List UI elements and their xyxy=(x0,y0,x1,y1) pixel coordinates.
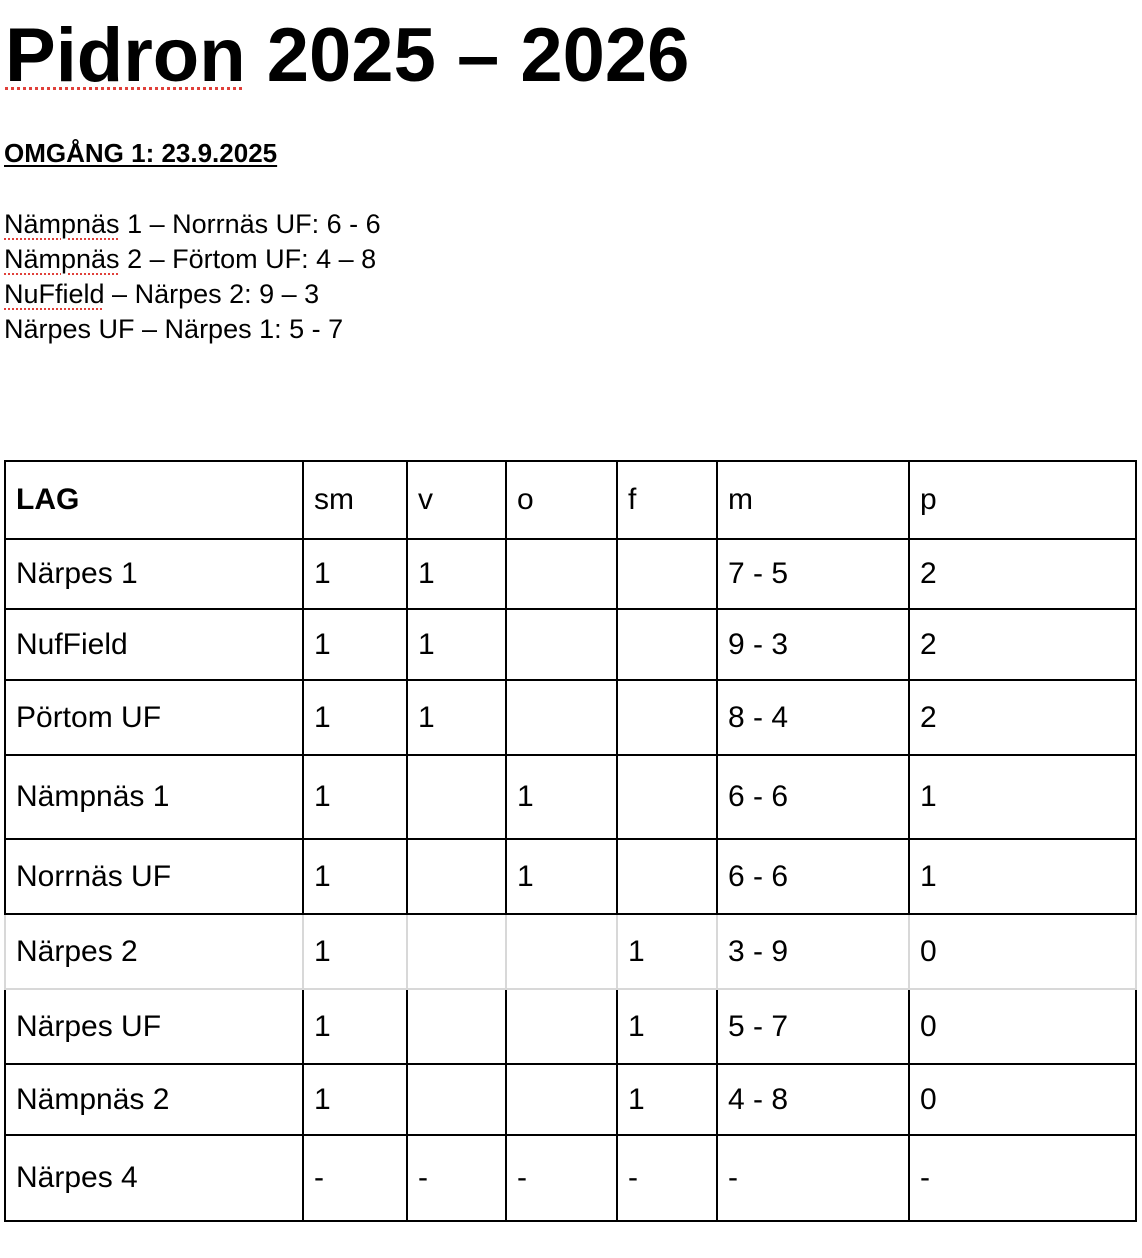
match-result xyxy=(4,242,381,277)
losses-cell xyxy=(617,680,717,755)
match-result-text: 2 – Förtom UF: 4 – 8 xyxy=(119,244,377,274)
match-result xyxy=(4,312,381,347)
draws-cell xyxy=(506,989,617,1064)
table-row xyxy=(5,914,1136,989)
table-row xyxy=(5,755,1136,839)
match-team-name: Nämpnäs xyxy=(4,209,120,239)
losses-cell xyxy=(617,839,717,914)
table-row xyxy=(5,989,1136,1064)
table-row xyxy=(5,680,1136,755)
team-cell: NufField xyxy=(5,609,303,680)
draws-cell xyxy=(506,1064,617,1135)
title-first-word: Pidron xyxy=(5,13,246,98)
played-cell: 1 xyxy=(303,1064,407,1135)
column-header-lag: LAG xyxy=(5,461,303,539)
column-header-m: m xyxy=(717,461,909,539)
draws-cell xyxy=(506,914,617,989)
column-header-sm: sm xyxy=(303,461,407,539)
losses-cell xyxy=(617,609,717,680)
wins-cell: 1 xyxy=(407,680,506,755)
losses-cell xyxy=(617,539,717,609)
team-cell: Nämpnäs 1 xyxy=(5,755,303,839)
title-season: 2025 – 2026 xyxy=(245,13,690,98)
points-cell: 2 xyxy=(909,609,1136,680)
match-results-list xyxy=(4,207,381,347)
points-cell: 1 xyxy=(909,755,1136,839)
played-cell: 1 xyxy=(303,839,407,914)
table-row xyxy=(5,539,1136,609)
played-cell: 1 xyxy=(303,539,407,609)
column-header-p: p xyxy=(909,461,1136,539)
round-heading: OMGÅNG 1: 23.9.2025 xyxy=(4,138,278,168)
wins-cell: - xyxy=(407,1135,506,1221)
column-header-v: v xyxy=(407,461,506,539)
draws-cell xyxy=(506,539,617,609)
match-team-name: NuFfield xyxy=(4,279,105,309)
played-cell: 1 xyxy=(303,609,407,680)
team-cell: Närpes 1 xyxy=(5,539,303,609)
draws-cell xyxy=(506,680,617,755)
wins-cell xyxy=(407,1064,506,1135)
match-result xyxy=(4,207,381,242)
goals-cell: 9 - 3 xyxy=(717,609,909,680)
draws-cell: 1 xyxy=(506,839,617,914)
table-row xyxy=(5,1135,1136,1221)
column-header-f: f xyxy=(617,461,717,539)
played-cell: 1 xyxy=(303,755,407,839)
played-cell: - xyxy=(303,1135,407,1221)
standings-table xyxy=(4,460,1137,1222)
match-result-text: Närpes UF – Närpes 1: 5 - 7 xyxy=(4,314,344,344)
points-cell: 1 xyxy=(909,839,1136,914)
team-cell: Norrnäs UF xyxy=(5,839,303,914)
points-cell: - xyxy=(909,1135,1136,1221)
wins-cell: 1 xyxy=(407,609,506,680)
points-cell: 2 xyxy=(909,539,1136,609)
team-cell: Närpes 2 xyxy=(5,914,303,989)
draws-cell xyxy=(506,609,617,680)
goals-cell: 5 - 7 xyxy=(717,989,909,1064)
played-cell: 1 xyxy=(303,989,407,1064)
page-title xyxy=(5,10,689,102)
column-header-o: o xyxy=(506,461,617,539)
losses-cell: 1 xyxy=(617,914,717,989)
table-row xyxy=(5,1064,1136,1135)
match-result-text: – Närpes 2: 9 – 3 xyxy=(104,279,320,309)
points-cell: 0 xyxy=(909,989,1136,1064)
losses-cell: 1 xyxy=(617,1064,717,1135)
wins-cell xyxy=(407,755,506,839)
wins-cell: 1 xyxy=(407,539,506,609)
team-cell: Pörtom UF xyxy=(5,680,303,755)
losses-cell xyxy=(617,755,717,839)
goals-cell: 6 - 6 xyxy=(717,755,909,839)
wins-cell xyxy=(407,914,506,989)
goals-cell: 7 - 5 xyxy=(717,539,909,609)
team-cell: Nämpnäs 2 xyxy=(5,1064,303,1135)
draws-cell: 1 xyxy=(506,755,617,839)
team-cell: Närpes UF xyxy=(5,989,303,1064)
played-cell: 1 xyxy=(303,680,407,755)
goals-cell: 6 - 6 xyxy=(717,839,909,914)
wins-cell xyxy=(407,839,506,914)
wins-cell xyxy=(407,989,506,1064)
points-cell: 0 xyxy=(909,1064,1136,1135)
losses-cell: - xyxy=(617,1135,717,1221)
match-team-name: Nämpnäs xyxy=(4,244,120,274)
standings-header-row xyxy=(5,461,1136,539)
goals-cell: 3 - 9 xyxy=(717,914,909,989)
played-cell: 1 xyxy=(303,914,407,989)
points-cell: 0 xyxy=(909,914,1136,989)
goals-cell: 4 - 8 xyxy=(717,1064,909,1135)
goals-cell: 8 - 4 xyxy=(717,680,909,755)
match-result-text: 1 – Norrnäs UF: 6 - 6 xyxy=(119,209,381,239)
points-cell: 2 xyxy=(909,680,1136,755)
goals-cell: - xyxy=(717,1135,909,1221)
losses-cell: 1 xyxy=(617,989,717,1064)
table-row xyxy=(5,839,1136,914)
draws-cell: - xyxy=(506,1135,617,1221)
table-row xyxy=(5,609,1136,680)
team-cell: Närpes 4 xyxy=(5,1135,303,1221)
match-result xyxy=(4,277,381,312)
